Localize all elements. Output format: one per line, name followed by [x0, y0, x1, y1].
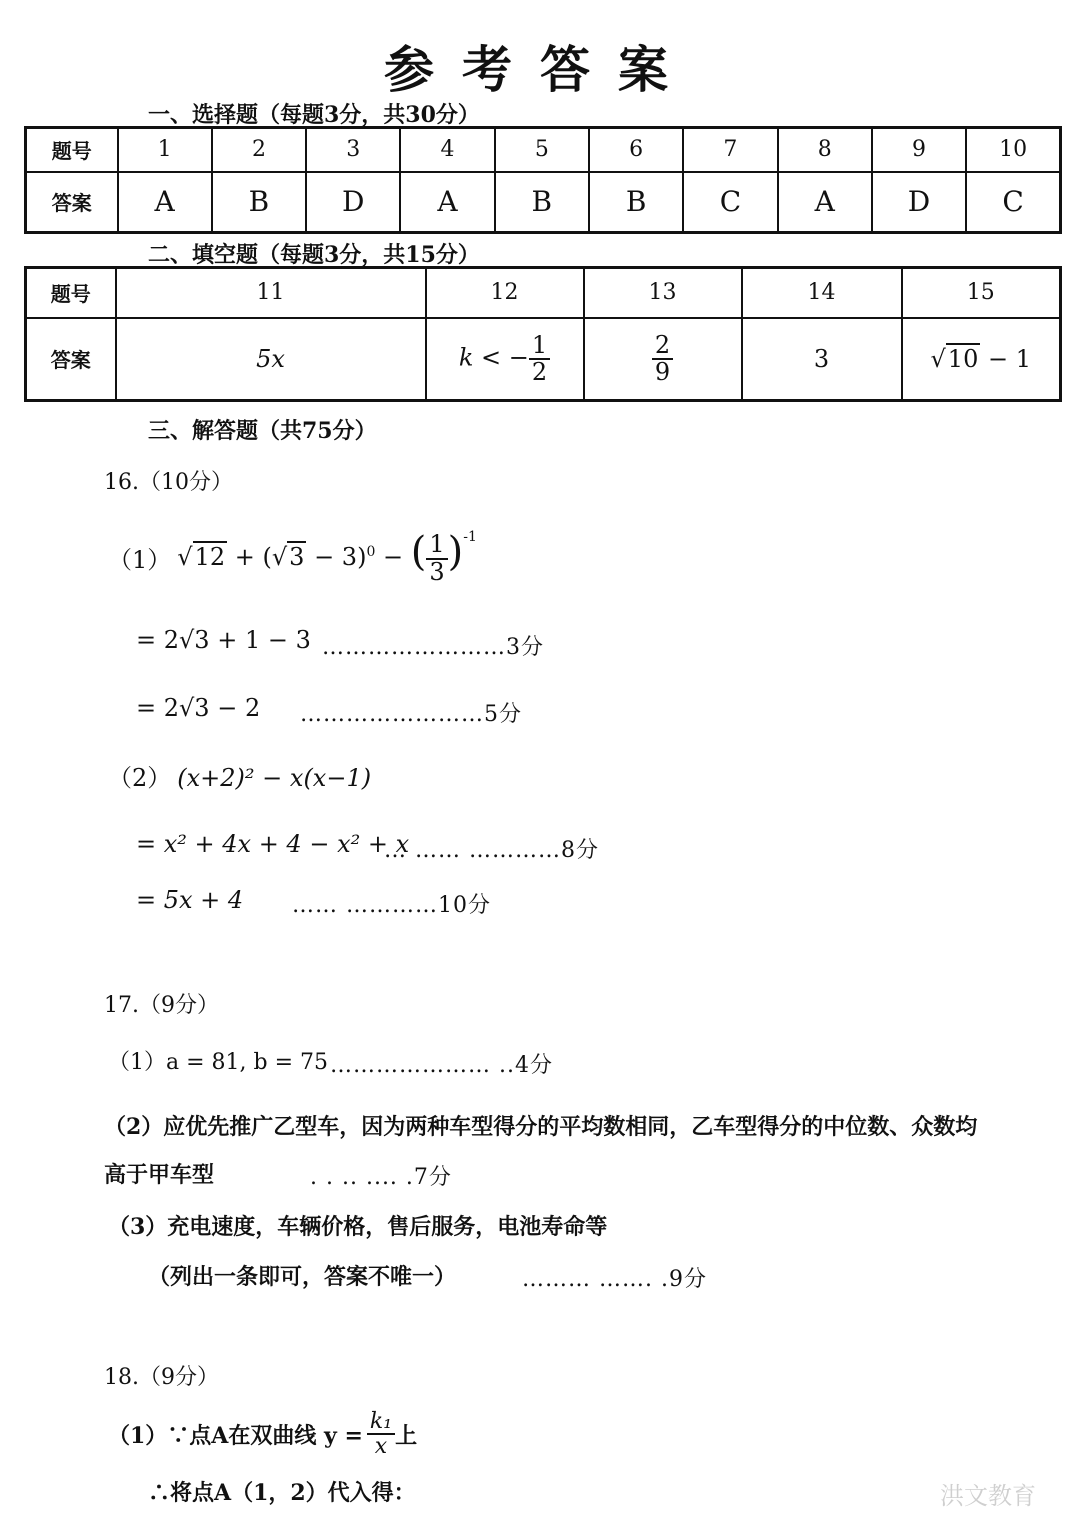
q17-part2-line1: （2）应优先推广乙型车，因为两种车型得分的平均数相同，乙车型得分的中位数、众数均 [104, 1114, 978, 1140]
q16-part2-formula: (x+2)² − x(x−1) [177, 764, 372, 792]
answer-12-fraction [529, 330, 550, 386]
question-number: 13 [584, 268, 742, 318]
q18-fraction [367, 1410, 395, 1458]
q16-part1-label: （1） [108, 545, 172, 574]
fill-answer-row [26, 318, 1061, 401]
choice-answer: D [872, 172, 966, 233]
fill-answer-12 [426, 318, 584, 401]
q16-part1-step1: = 2√3 + 1 − 3 [136, 626, 311, 654]
section-1-heading: 一、选择题（每题3分，共30分） [148, 102, 480, 128]
q16-part1-expression [108, 522, 477, 592]
choice-answer: D [306, 172, 400, 233]
page-title: 参考答案 [384, 40, 696, 99]
fraction-denominator: x [374, 1434, 388, 1459]
q16-part2-expression [108, 758, 371, 793]
q17-part3-line2: （列出一条即可，答案不唯一） [148, 1264, 457, 1290]
fraction-numerator: k₁ [367, 1410, 395, 1435]
row-label-number: 题号 [26, 268, 116, 318]
q18-part1-suffix: 上 [395, 1422, 418, 1449]
q16-part1-step2: = 2√3 − 2 [136, 694, 261, 722]
choice-answer: A [400, 172, 494, 233]
question-number: 5 [495, 128, 589, 172]
q18-part1-prefix: （1）∵点A在双曲线 y = [108, 1422, 363, 1449]
question-number: 12 [426, 268, 584, 318]
q17-part2-score: . . .. .... .7分 [310, 1165, 452, 1190]
question-number: 15 [902, 268, 1061, 318]
answer-13-fraction [652, 330, 673, 386]
q17-part1: （1）a = 81, b = 75 [108, 1050, 329, 1075]
row-label-answer: 答案 [26, 318, 116, 401]
fraction-denominator: 9 [654, 357, 671, 386]
fraction-numerator: 2 [652, 333, 673, 360]
q18-part1-line2: ∴将点A（1，2）代入得： [148, 1480, 416, 1506]
q18-part1-line1 [108, 1404, 417, 1464]
answer-11-text: 5x [256, 344, 285, 373]
question-number: 4 [400, 128, 494, 172]
q17-part1-score: ………………… ..4分 [330, 1053, 553, 1078]
choice-answer-row [26, 172, 1061, 233]
question-number: 14 [742, 268, 902, 318]
row-label-number: 题号 [26, 128, 118, 172]
q16-part1-score2: ……………………5分 [300, 702, 522, 727]
choice-answer: A [118, 172, 212, 233]
fill-answer-14: 3 [742, 318, 902, 401]
answer-12-prefix: k < − [458, 343, 529, 372]
question-number: 7 [683, 128, 777, 172]
choice-number-row [26, 128, 1061, 172]
choice-answer-table [24, 126, 1062, 234]
q16-part2-step2-text: = 5x + 4 [136, 886, 244, 914]
q17-part3-score: ……… ……. .9分 [522, 1267, 707, 1292]
q16-part2-step2 [136, 886, 243, 914]
fill-answer-11 [116, 318, 426, 401]
q16-part2-label: （2） [108, 764, 172, 792]
question-number: 10 [966, 128, 1060, 172]
q18-title: 18.（9分） [104, 1365, 219, 1390]
q16-part2-step1-text: = x² + 4x + 4 − x² + x [136, 830, 410, 858]
question-number: 8 [778, 128, 872, 172]
question-number: 1 [118, 128, 212, 172]
q16-part1-formula: $√12 + (√3 - 3)^0$ − ( $\frac{1}{3}$ )$^{-1}$ [177, 529, 477, 586]
choice-answer: B [495, 172, 589, 233]
q17-part3-line1: （3）充电速度，车辆价格，售后服务，电池寿命等 [108, 1214, 608, 1240]
question-number: 9 [872, 128, 966, 172]
choice-answer: C [966, 172, 1060, 233]
choice-answer: C [683, 172, 777, 233]
question-number: 6 [589, 128, 683, 172]
q16-part2-score1: … …… …………8分 [384, 838, 599, 863]
choice-answer: B [212, 172, 306, 233]
fraction-denominator: 2 [531, 357, 548, 386]
q16-part2-step1 [136, 830, 409, 858]
choice-answer: A [778, 172, 872, 233]
fill-answer-15: √10 − 1 [902, 318, 1061, 401]
fraction-numerator: 1 [529, 333, 550, 360]
answer-15-suffix: − 1 [980, 344, 1031, 373]
fill-number-row [26, 268, 1061, 318]
q16-part2-score2: …… …………10分 [292, 893, 491, 918]
q17-part2-line2: 高于甲车型 [104, 1162, 215, 1188]
q16-part1-score1: ……………………3分 [322, 635, 544, 660]
fill-in-answer-table [24, 266, 1062, 402]
question-number: 11 [116, 268, 426, 318]
q17-title: 17.（9分） [104, 993, 219, 1018]
question-number: 2 [212, 128, 306, 172]
section-3-heading: 三、解答题（共75分） [148, 418, 377, 444]
q16-title: 16.（10分） [104, 470, 233, 495]
choice-answer: B [589, 172, 683, 233]
section-2-heading: 二、填空题（每题3分，共15分） [148, 242, 480, 268]
question-number: 3 [306, 128, 400, 172]
watermark: 洪文教育 [940, 1482, 1036, 1510]
fill-answer-13 [584, 318, 742, 401]
row-label-answer: 答案 [26, 172, 118, 233]
answer-15-radicand: 10 [947, 344, 979, 373]
